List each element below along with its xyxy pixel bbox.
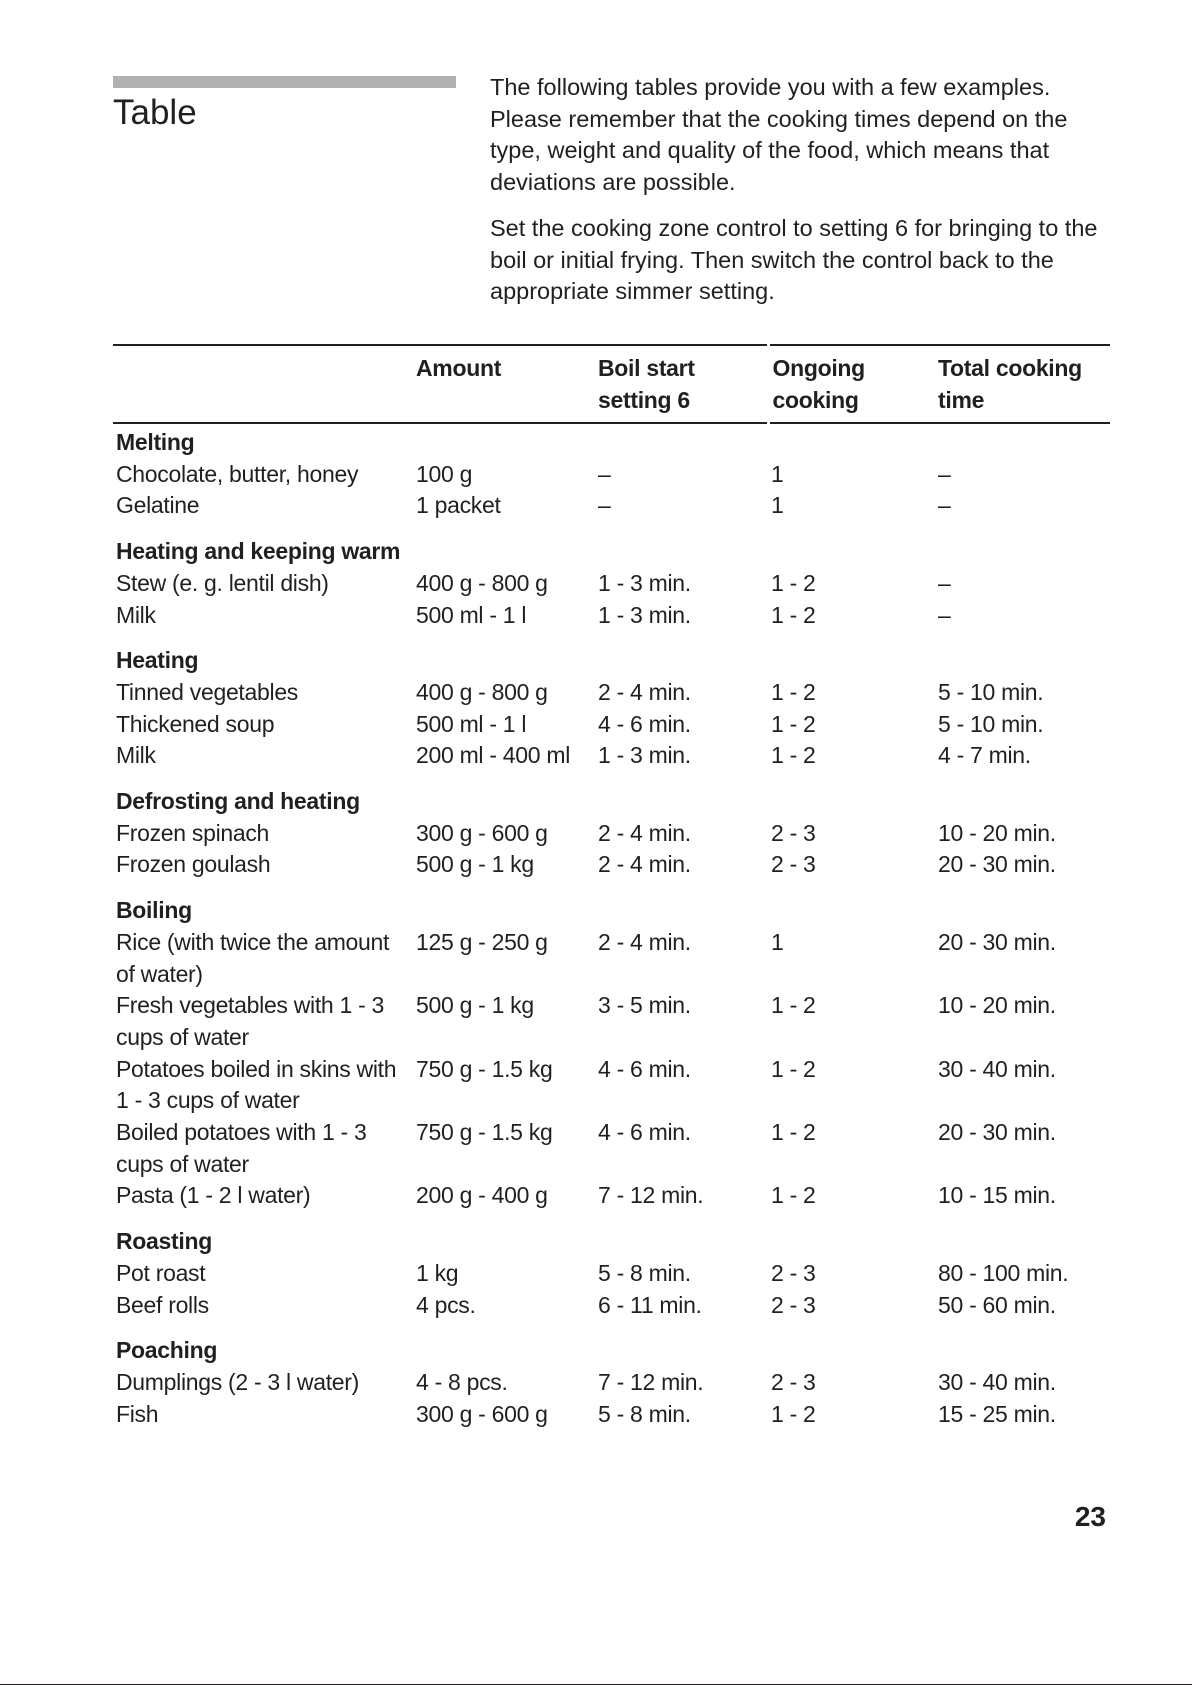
cell-food: Frozen spinach xyxy=(116,819,270,846)
cell-amount: 750 g - 1.5 kg xyxy=(416,1119,553,1146)
intro-text xyxy=(490,72,1110,323)
cell-total-time: – xyxy=(938,601,951,628)
table-row xyxy=(113,600,1110,632)
cell-total-time: – xyxy=(938,492,951,519)
table-row xyxy=(113,1054,1110,1117)
cell-amount: 100 g xyxy=(416,460,473,487)
table-row xyxy=(113,818,1110,850)
cell-amount: 200 g - 400 g xyxy=(416,1182,548,1209)
table-row xyxy=(113,459,1110,491)
group-title: Heating xyxy=(116,647,199,674)
cell-boil-start: – xyxy=(598,492,611,519)
cell-boil-start: 1 - 3 min. xyxy=(598,569,691,596)
cell-ongoing: 1 - 2 xyxy=(771,992,816,1019)
table-row xyxy=(113,740,1110,772)
cell-amount: 1 packet xyxy=(416,492,501,519)
cell-amount: 500 ml - 1 l xyxy=(416,601,527,628)
group-title: Melting xyxy=(116,429,195,455)
cell-total-time: 15 - 25 min. xyxy=(938,1400,1056,1427)
cell-food: Gelatine xyxy=(116,492,200,519)
cell-amount: 300 g - 600 g xyxy=(416,1400,548,1427)
cell-food: Fish xyxy=(116,1400,159,1427)
cell-food: Milk xyxy=(116,742,156,769)
table-row xyxy=(113,568,1110,600)
header-boil-start: Boil start setting 6 xyxy=(595,345,768,423)
header-food xyxy=(113,345,413,423)
cell-amount: 400 g - 800 g xyxy=(416,569,548,596)
cell-boil-start: – xyxy=(598,460,611,487)
page-heading: Table xyxy=(113,93,197,132)
cell-food: Stew (e. g. lentil dish) xyxy=(116,569,329,596)
cell-ongoing: 1 xyxy=(771,492,784,519)
cell-food: Boiled potatoes with 1 - 3 cups of water xyxy=(116,1119,367,1177)
group-row xyxy=(113,522,1110,568)
cell-food: Chocolate, butter, honey xyxy=(116,460,359,487)
cell-boil-start: 4 - 6 min. xyxy=(598,710,691,737)
cell-boil-start: 3 - 5 min. xyxy=(598,992,691,1019)
cell-food: Milk xyxy=(116,601,156,628)
cell-total-time: 10 - 20 min. xyxy=(938,992,1056,1019)
table-row xyxy=(113,1399,1110,1431)
cell-total-time: 20 - 30 min. xyxy=(938,928,1056,955)
header-total-cooking-time: Total cooking time xyxy=(935,345,1110,423)
table-row xyxy=(113,490,1110,522)
table-body xyxy=(113,423,1110,1430)
header-ongoing-cooking: Ongoing cooking xyxy=(768,345,935,423)
cell-amount: 125 g - 250 g xyxy=(416,928,548,955)
header-row xyxy=(113,345,1110,423)
table-row xyxy=(113,927,1110,990)
page-number: 23 xyxy=(1074,1501,1106,1532)
cell-boil-start: 1 - 3 min. xyxy=(598,742,691,769)
cell-ongoing: 2 - 3 xyxy=(771,1368,816,1395)
cell-boil-start: 4 - 6 min. xyxy=(598,1119,691,1146)
group-title: Heating and keeping warm xyxy=(116,538,401,565)
cell-amount: 400 g - 800 g xyxy=(416,678,548,705)
cell-total-time: 20 - 30 min. xyxy=(938,1119,1056,1146)
intro-paragraph: Set the cooking zone control to setting 6 for bringing to the boil or initial frying. Then switch the control back to the appropriate simmer setting. xyxy=(490,215,1098,304)
cell-ongoing: 1 - 2 xyxy=(771,1119,816,1146)
cell-boil-start: 1 - 3 min. xyxy=(598,601,691,628)
cooking-table-container xyxy=(113,344,1110,1430)
cell-ongoing: 2 - 3 xyxy=(771,1259,816,1286)
cell-boil-start: 7 - 12 min. xyxy=(598,1368,704,1395)
group-row xyxy=(113,1321,1110,1367)
cell-total-time: 80 - 100 min. xyxy=(938,1259,1069,1286)
cell-ongoing: 1 xyxy=(771,460,784,487)
cell-boil-start: 4 - 6 min. xyxy=(598,1055,691,1082)
cell-total-time: 30 - 40 min. xyxy=(938,1055,1056,1082)
cell-total-time: 10 - 15 min. xyxy=(938,1182,1056,1209)
cell-food: Pasta (1 - 2 l water) xyxy=(116,1182,311,1209)
group-title: Boiling xyxy=(116,897,192,924)
cell-total-time: 5 - 10 min. xyxy=(938,710,1044,737)
cell-total-time: 5 - 10 min. xyxy=(938,678,1044,705)
cell-ongoing: 2 - 3 xyxy=(771,851,816,878)
cell-ongoing: 1 - 2 xyxy=(771,569,816,596)
table-row xyxy=(113,1180,1110,1212)
cell-ongoing: 1 - 2 xyxy=(771,601,816,628)
cell-total-time: 20 - 30 min. xyxy=(938,851,1056,878)
cell-food: Frozen goulash xyxy=(116,851,271,878)
group-title: Roasting xyxy=(116,1228,212,1255)
group-row xyxy=(113,631,1110,677)
cell-food: Beef rolls xyxy=(116,1291,209,1318)
cooking-table xyxy=(113,344,1110,1430)
cell-boil-start: 2 - 4 min. xyxy=(598,819,691,846)
group-row xyxy=(113,423,1110,459)
cell-boil-start: 2 - 4 min. xyxy=(598,851,691,878)
group-row xyxy=(113,881,1110,927)
cell-food: Thickened soup xyxy=(116,710,275,737)
cell-amount: 750 g - 1.5 kg xyxy=(416,1055,553,1082)
cell-food: Dumplings (2 - 3 l water) xyxy=(116,1368,360,1395)
cell-amount: 1 kg xyxy=(416,1259,459,1286)
cell-ongoing: 1 - 2 xyxy=(771,742,816,769)
group-title: Poaching xyxy=(116,1337,218,1364)
group-title: Defrosting and heating xyxy=(116,788,360,815)
cell-amount: 4 - 8 pcs. xyxy=(416,1368,508,1395)
cell-boil-start: 6 - 11 min. xyxy=(598,1291,702,1318)
cell-food: Tinned vegetables xyxy=(116,678,299,705)
table-header xyxy=(113,345,1110,423)
cell-amount: 200 ml - 400 ml xyxy=(416,742,571,769)
table-row xyxy=(113,677,1110,709)
cell-boil-start: 5 - 8 min. xyxy=(598,1259,691,1286)
cell-amount: 500 ml - 1 l xyxy=(416,710,527,737)
cell-ongoing: 1 - 2 xyxy=(771,1055,816,1082)
cell-total-time: – xyxy=(938,569,951,596)
cell-food: Rice (with twice the amount of water) xyxy=(116,928,390,987)
cell-amount: 500 g - 1 kg xyxy=(416,851,534,878)
cell-ongoing: 1 - 2 xyxy=(771,1400,816,1427)
table-row xyxy=(113,849,1110,881)
table-row xyxy=(113,1117,1110,1180)
intro-paragraph: The following tables provide you with a few examples. Please remember that the cooking times depend on the type, weight and quality of the food, which means that deviations are possible. xyxy=(490,74,1068,195)
cell-boil-start: 7 - 12 min. xyxy=(598,1182,704,1209)
group-row xyxy=(113,1212,1110,1258)
cell-ongoing: 1 - 2 xyxy=(771,678,816,705)
cell-total-time: – xyxy=(938,460,951,487)
group-row xyxy=(113,772,1110,818)
cell-amount: 4 pcs. xyxy=(416,1291,476,1318)
cell-total-time: 50 - 60 min. xyxy=(938,1291,1056,1318)
cell-ongoing: 2 - 3 xyxy=(771,819,816,846)
cell-ongoing: 1 - 2 xyxy=(771,710,816,737)
cell-boil-start: 2 - 4 min. xyxy=(598,678,691,705)
cell-ongoing: 1 xyxy=(771,928,784,955)
cell-total-time: 30 - 40 min. xyxy=(938,1368,1056,1395)
cell-amount: 300 g - 600 g xyxy=(416,819,548,846)
table-row xyxy=(113,1258,1110,1290)
table-row xyxy=(113,990,1110,1053)
cell-ongoing: 1 - 2 xyxy=(771,1182,816,1209)
cell-food: Fresh vegetables with 1 - 3 cups of water xyxy=(116,992,385,1050)
cell-boil-start: 5 - 8 min. xyxy=(598,1400,691,1427)
header-amount: Amount xyxy=(413,345,595,423)
table-row xyxy=(113,1290,1110,1322)
table-row xyxy=(113,709,1110,741)
heading-accent-bar xyxy=(113,76,456,88)
cell-amount: 500 g - 1 kg xyxy=(416,992,534,1019)
cell-food: Pot roast xyxy=(116,1259,206,1286)
cell-food: Potatoes boiled in skins with 1 - 3 cups of water xyxy=(116,1055,397,1114)
cell-boil-start: 2 - 4 min. xyxy=(598,928,691,955)
cell-total-time: 10 - 20 min. xyxy=(938,819,1056,846)
cell-ongoing: 2 - 3 xyxy=(771,1291,816,1318)
table-row xyxy=(113,1367,1110,1399)
cell-total-time: 4 - 7 min. xyxy=(938,742,1031,769)
